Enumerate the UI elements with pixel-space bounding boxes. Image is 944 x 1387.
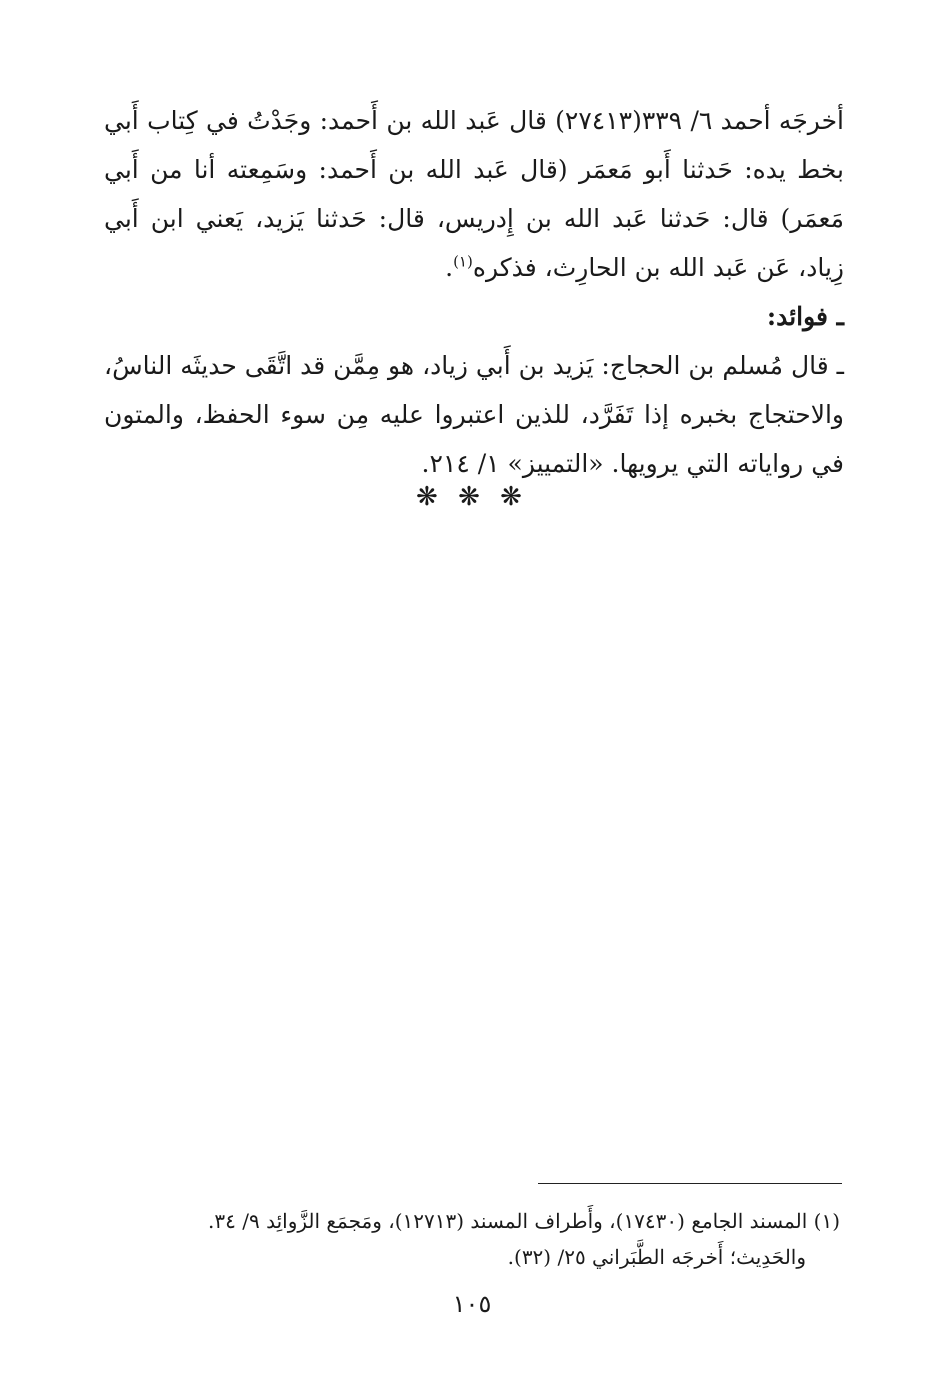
main-text — [104, 96, 844, 488]
takhrij-text: أخرجَه أحمد ٦/ ٣٣٩(٢٧٤١٣) قال عَبد الله بن أَحمد: وجَدْتُ في كِتاب أَبي بخط يده: حَدثنا أَبو مَعمَر (قال عَبد الله بن أَحمد: وسَمِعته أنا من أَبي مَعمَر) قال: حَدثنا عَبد الله بن إِدريس، قال: حَدثنا يَزيد، يَعني ابن أَبي زِياد، عَن عَبد الله بن الحارِث، فذكره — [104, 106, 844, 282]
footnote-1-continuation: والحَدِيث؛ أَخرجَه الطَّبَراني ٢٥/ (٣٢). — [507, 1245, 806, 1269]
page-number: ١٠٥ — [452, 1290, 492, 1318]
section-separator: ❋ ❋ ❋ — [416, 482, 528, 512]
takhrij-text-end: . — [445, 253, 454, 282]
footnotes — [150, 1203, 840, 1275]
footnote-marker: (١) — [453, 252, 473, 271]
benefits-heading: ـ فوائد: — [766, 302, 844, 331]
footnote-divider — [538, 1183, 842, 1184]
hadith-takhrij-paragraph — [104, 96, 844, 292]
benefit-paragraph: ـ قال مُسلم بن الحجاج: يَزيد بن أَبي زياد، هو مِمَّن قد اتَّقَى حديثَه الناسُ، والاحتجاج بخبره إذا تَفَرَّد، للذين اعتبروا عليه مِن سوء الحفظ، والمتون في رواياته التي يرويها. «التمييز» ١/ ٢١٤. — [104, 351, 844, 478]
footnote-1: (١) المسند الجامع (١٧٤٣٠)، وأَطراف المسند (١٢٧١٣)، ومَجمَع الزَّوائِد ٩/ ٣٤. — [208, 1209, 840, 1233]
